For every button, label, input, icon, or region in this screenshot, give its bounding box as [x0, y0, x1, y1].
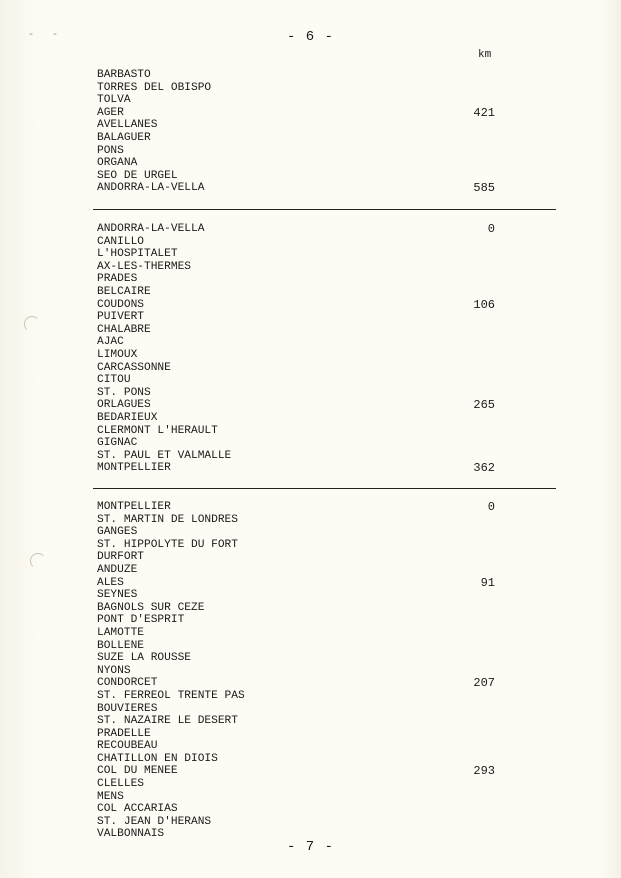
route-row	[97, 450, 497, 463]
place-name: BOLLENE	[97, 639, 144, 652]
place-name: BAGNOLS SUR CEZE	[97, 601, 205, 614]
place-name: AJAC	[97, 336, 124, 349]
page-number-top: - 6 -	[286, 29, 334, 45]
place-name: RECOUBEAU	[97, 740, 158, 753]
route-row	[97, 387, 497, 400]
place-name: SUZE LA ROUSSE	[97, 652, 191, 665]
section-divider	[93, 488, 556, 489]
place-name: BARBASTO	[97, 69, 151, 81]
route-row	[97, 564, 497, 577]
route-row	[97, 182, 497, 195]
place-name: CHALABRE	[97, 323, 151, 336]
place-name: GANGES	[97, 526, 138, 539]
route-row	[97, 412, 497, 425]
route-row	[97, 374, 497, 387]
route-row	[97, 577, 497, 590]
route-row	[97, 236, 497, 249]
route-row	[97, 665, 497, 678]
km-value: 585	[473, 181, 495, 196]
place-name: BALAGUER	[97, 131, 151, 144]
route-row	[97, 627, 497, 640]
km-value: 207	[473, 676, 495, 691]
place-name: CHATILLON EN DIOIS	[97, 752, 218, 765]
route-row	[97, 223, 497, 236]
route-row	[97, 589, 497, 602]
route-row	[97, 728, 497, 741]
route-row	[97, 425, 497, 438]
place-name: CANILLO	[97, 235, 144, 248]
route-row	[97, 526, 497, 539]
route-section-2	[97, 223, 497, 475]
punch-hole-mark	[30, 553, 46, 569]
punch-hole-mark	[24, 316, 40, 332]
route-row	[97, 324, 497, 337]
place-name: BOUVIERES	[97, 702, 158, 715]
route-row	[97, 640, 497, 653]
km-value: 0	[487, 222, 495, 236]
route-row	[97, 778, 497, 791]
route-section-1	[97, 69, 497, 195]
route-row	[97, 753, 497, 766]
place-name: ANDORRA-LA-VELLA	[97, 223, 205, 235]
place-name: ST. JEAN D'HERANS	[97, 815, 212, 828]
route-row	[97, 501, 497, 514]
place-name: ST. HIPPOLYTE DU FORT	[97, 538, 238, 551]
km-value: 0	[487, 500, 495, 514]
place-name: PUIVERT	[97, 311, 144, 324]
place-name: MENS	[97, 790, 124, 803]
route-row	[97, 602, 497, 615]
place-name: ANDORRA-LA-VELLA	[97, 182, 205, 195]
place-name: ALES	[97, 576, 124, 589]
route-row	[97, 261, 497, 274]
place-name: SEYNES	[97, 589, 138, 602]
route-row	[97, 82, 497, 95]
route-row	[97, 816, 497, 829]
route-row	[97, 765, 497, 778]
place-name: ST. MARTIN DE LONDRES	[97, 513, 238, 526]
place-name: VALBONNAIS	[97, 828, 165, 841]
place-name: PONS	[97, 144, 124, 157]
route-row	[97, 299, 497, 312]
stray-mark: - -	[28, 30, 61, 41]
route-row	[97, 677, 497, 690]
place-name: BELCAIRE	[97, 285, 151, 298]
route-row	[97, 614, 497, 627]
place-name: COUDONS	[97, 298, 144, 311]
place-name: SEO DE URGEL	[97, 169, 178, 182]
route-row	[97, 514, 497, 527]
place-name: ST. NAZAIRE LE DESERT	[97, 715, 238, 728]
place-name: TORRES DEL OBISPO	[97, 81, 212, 94]
place-name: CARCASSONNE	[97, 361, 171, 374]
route-row	[97, 145, 497, 158]
route-row	[97, 286, 497, 299]
place-name: PONT D'ESPRIT	[97, 614, 185, 627]
place-name: CONDORCET	[97, 677, 158, 690]
route-row	[97, 652, 497, 665]
route-row	[97, 170, 497, 183]
route-row	[97, 336, 497, 349]
route-row	[97, 107, 497, 120]
route-row	[97, 690, 497, 703]
route-row	[97, 311, 497, 324]
route-row	[97, 715, 497, 728]
route-row	[97, 69, 497, 82]
place-name: ST. PAUL ET VALMALLE	[97, 449, 232, 462]
km-unit-label: km	[478, 49, 492, 61]
place-name: AVELLANES	[97, 119, 158, 132]
km-value: 91	[480, 575, 495, 590]
route-row	[97, 437, 497, 450]
place-name: LAMOTTE	[97, 626, 144, 639]
route-row	[97, 157, 497, 170]
km-value: 265	[473, 398, 495, 413]
place-name: LIMOUX	[97, 348, 138, 361]
place-name: PRADELLE	[97, 727, 151, 740]
place-name: BEDARIEUX	[97, 411, 158, 424]
route-row	[97, 399, 497, 412]
route-row	[97, 462, 497, 475]
route-row	[97, 119, 497, 132]
route-row	[97, 539, 497, 552]
place-name: COL DU MENEE	[97, 765, 178, 778]
place-name: MONTPELLIER	[97, 462, 171, 475]
route-row	[97, 791, 497, 804]
page-number-bottom: - 7 -	[286, 839, 334, 855]
place-name: ST. PONS	[97, 386, 151, 399]
place-name: NYONS	[97, 664, 131, 677]
km-value: 421	[473, 105, 495, 120]
place-name: CLERMONT L'HERAULT	[97, 424, 218, 437]
place-name: PRADES	[97, 273, 138, 286]
place-name: MONTPELLIER	[97, 501, 171, 513]
place-name: ST. FERREOL TRENTE PAS	[97, 689, 245, 702]
route-row	[97, 803, 497, 816]
route-section-3	[97, 501, 497, 841]
route-row	[97, 248, 497, 261]
route-row	[97, 740, 497, 753]
route-row	[97, 349, 497, 362]
km-value: 293	[473, 764, 495, 779]
place-name: ORLAGUES	[97, 399, 151, 412]
place-name: GIGNAC	[97, 437, 138, 450]
route-row	[97, 94, 497, 107]
place-name: TOLVA	[97, 94, 131, 107]
place-name: DURFORT	[97, 551, 144, 564]
place-name: L'HOSPITALET	[97, 248, 178, 261]
route-row	[97, 362, 497, 375]
section-divider	[93, 209, 556, 210]
place-name: CLELLES	[97, 778, 144, 791]
route-row	[97, 551, 497, 564]
place-name: ORGANA	[97, 157, 138, 170]
km-value: 362	[473, 461, 495, 476]
place-name: AGER	[97, 106, 124, 119]
place-name: ANDUZE	[97, 563, 138, 576]
km-value: 106	[473, 297, 495, 312]
place-name: AX-LES-THERMES	[97, 260, 191, 273]
route-row	[97, 703, 497, 716]
route-row	[97, 132, 497, 145]
place-name: COL ACCARIAS	[97, 803, 178, 816]
place-name: CITOU	[97, 374, 131, 387]
route-row	[97, 273, 497, 286]
